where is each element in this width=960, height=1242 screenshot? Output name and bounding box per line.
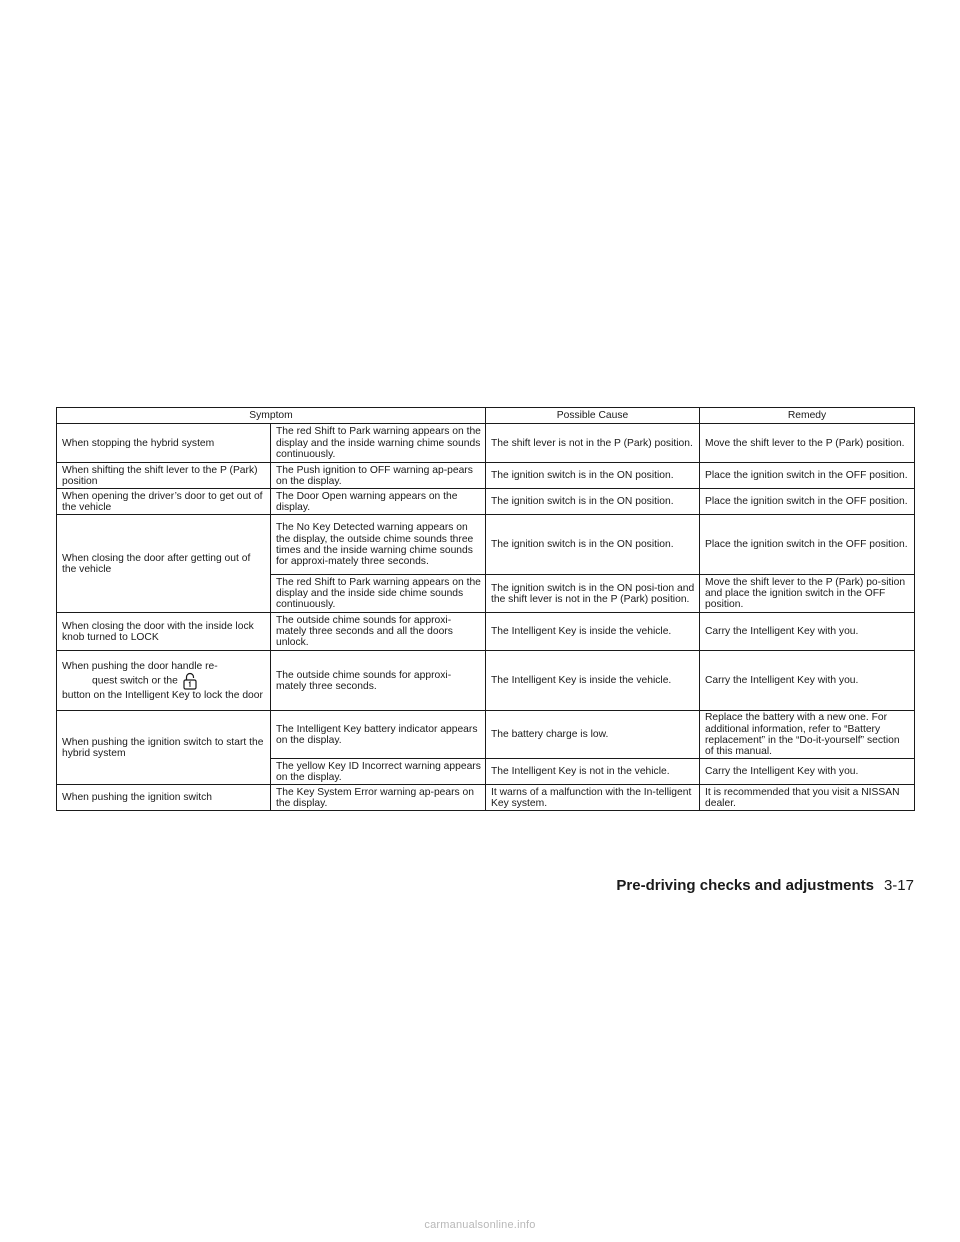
symptom-cell: When pushing the ignition switch: [57, 785, 271, 811]
symptom-cell: When closing the door after getting out of the vehicle: [57, 515, 271, 613]
remedy-cell: Move the shift lever to the P (Park) po-sition and place the ignition switch in the OFF position.: [700, 575, 915, 613]
cause-cell: It warns of a malfunction with the In-telligent Key system.: [486, 785, 700, 811]
cause-cell: The battery charge is low.: [486, 711, 700, 759]
cause-cell: The shift lever is not in the P (Park) position.: [486, 424, 700, 463]
remedy-cell: Replace the battery with a new one. For additional information, refer to “Battery replacement” in the “Do-it-yourself” section of this manual.: [700, 711, 915, 759]
cause-cell: The ignition switch is in the ON posi-tion and the shift lever is not in the P (Park) position.: [486, 575, 700, 613]
cause-cell: The Intelligent Key is inside the vehicle.: [486, 651, 700, 711]
remedy-cell: Carry the Intelligent Key with you.: [700, 613, 915, 651]
lock-icon: [183, 672, 197, 690]
symptom-line-1: When pushing the door handle re-: [62, 660, 218, 672]
section-title: Pre-driving checks and adjustments: [616, 877, 874, 894]
header-symptom: Symptom: [57, 408, 486, 424]
table-row: [57, 424, 915, 463]
remedy-cell: It is recommended that you visit a NISSAN dealer.: [700, 785, 915, 811]
symptom-line-3: button on the Intelligent Key to lock the door: [62, 689, 263, 701]
display-cell: The No Key Detected warning appears on the display, the outside chime sounds three times and the inside warning chime sounds for approxi-mately three seconds.: [271, 515, 486, 575]
display-cell: The yellow Key ID Incorrect warning appears on the display.: [271, 759, 486, 785]
cause-cell: The Intelligent Key is not in the vehicle.: [486, 759, 700, 785]
warning-table: [56, 407, 915, 811]
display-cell: The Key System Error warning ap-pears on the display.: [271, 785, 486, 811]
remedy-cell: Place the ignition switch in the OFF position.: [700, 463, 915, 489]
symptom-cell: [57, 651, 271, 711]
display-cell: The outside chime sounds for approxi-mately three seconds.: [271, 651, 486, 711]
table-row: [57, 711, 915, 759]
table-row: [57, 613, 915, 651]
remedy-cell: Place the ignition switch in the OFF position.: [700, 489, 915, 515]
cause-cell: The ignition switch is in the ON position.: [486, 489, 700, 515]
display-cell: The Intelligent Key battery indicator appears on the display.: [271, 711, 486, 759]
table-header-row: [57, 408, 915, 424]
table-row: [57, 651, 915, 711]
symptom-cell: When pushing the ignition switch to start the hybrid system: [57, 711, 271, 785]
cause-cell: The Intelligent Key is inside the vehicle.: [486, 613, 700, 651]
watermark: carmanualsonline.info: [424, 1219, 536, 1231]
header-remedy: Remedy: [700, 408, 915, 424]
remedy-cell: Carry the Intelligent Key with you.: [700, 759, 915, 785]
symptom-cell: When stopping the hybrid system: [57, 424, 271, 463]
header-possible-cause: Possible Cause: [486, 408, 700, 424]
table-row: [57, 463, 915, 489]
table-row: [57, 515, 915, 575]
remedy-cell: Carry the Intelligent Key with you.: [700, 651, 915, 711]
cause-cell: The ignition switch is in the ON position.: [486, 463, 700, 489]
symptom-line-2: [62, 672, 266, 690]
symptom-cell: When closing the door with the inside lock knob turned to LOCK: [57, 613, 271, 651]
symptom-cell: When opening the driver’s door to get out of the vehicle: [57, 489, 271, 515]
symptom-cell: When shifting the shift lever to the P (Park) position: [57, 463, 271, 489]
display-cell: The Push ignition to OFF warning ap-pears on the display.: [271, 463, 486, 489]
display-cell: The red Shift to Park warning appears on the display and the inside side chime sounds continuously.: [271, 575, 486, 613]
remedy-cell: Move the shift lever to the P (Park) position.: [700, 424, 915, 463]
page-number: 3-17: [883, 877, 914, 894]
display-cell: The Door Open warning appears on the display.: [271, 489, 486, 515]
remedy-cell: Place the ignition switch in the OFF position.: [700, 515, 915, 575]
symptom-line-2-text: quest switch or the: [92, 675, 178, 687]
page-footer: [616, 877, 914, 894]
display-cell: The red Shift to Park warning appears on the display and the inside warning chime sounds continuously.: [271, 424, 486, 463]
table-row: [57, 489, 915, 515]
display-cell: The outside chime sounds for approxi-mately three seconds and all the doors unlock.: [271, 613, 486, 651]
cause-cell: The ignition switch is in the ON position.: [486, 515, 700, 575]
table-row: [57, 785, 915, 811]
